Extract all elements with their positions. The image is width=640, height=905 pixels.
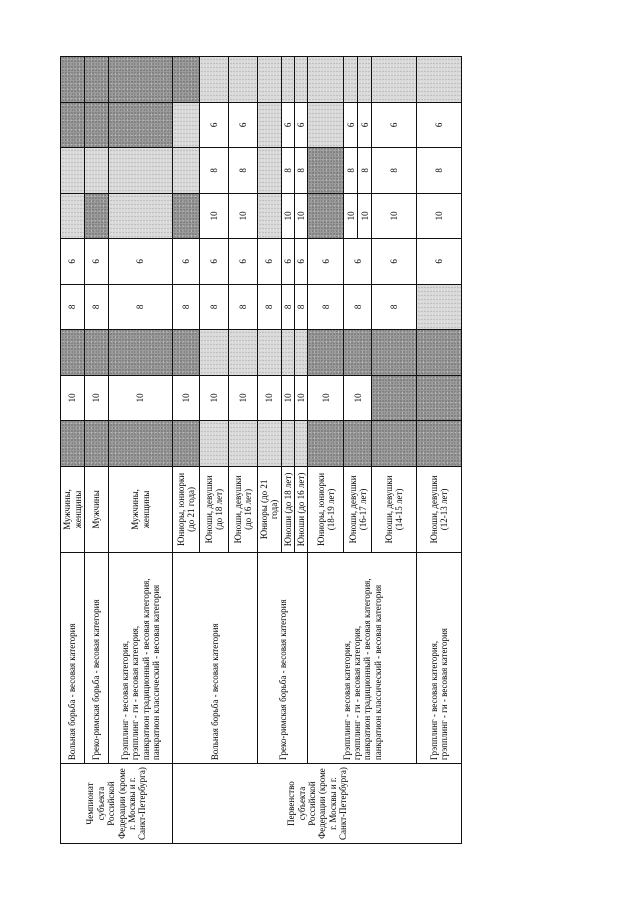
value-cell: 6 — [295, 102, 308, 148]
value-cell: 6 — [372, 102, 417, 148]
table-container — [60, 56, 450, 844]
value-cell: 10 — [200, 375, 229, 421]
shaded-cell — [344, 330, 372, 376]
shaded-cell — [173, 330, 200, 376]
competition-table — [60, 56, 462, 844]
shaded-cell — [308, 102, 344, 148]
age-cell: Мужчины, женщины — [109, 466, 173, 553]
table-row — [417, 57, 462, 844]
shaded-cell — [229, 330, 258, 376]
shaded-cell — [109, 148, 173, 194]
value-cell: 8 — [229, 148, 258, 194]
event-cell: Греко-римская борьба - весовая категория — [258, 553, 308, 764]
value-cell: 6 — [61, 239, 85, 285]
competition-cell: Первенство субъекта Российской Федерации (кроме г. Москвы и г. Санкт-Петербурга) — [173, 764, 462, 844]
shaded-cell — [85, 193, 109, 239]
shaded-cell — [358, 57, 372, 103]
shaded-cell — [258, 102, 282, 148]
age-cell: Мужчины, женщины — [61, 466, 85, 553]
shaded-cell — [417, 57, 462, 103]
shaded-cell — [61, 148, 85, 194]
value-cell: 10 — [109, 375, 173, 421]
shaded-cell — [295, 57, 308, 103]
age-cell: Юноши, девушки (12-13 лет) — [417, 466, 462, 553]
shaded-cell — [372, 421, 417, 467]
shaded-cell — [109, 193, 173, 239]
age-cell: Юниоры, юниорки (до 21 года) — [173, 466, 200, 553]
shaded-cell — [258, 421, 282, 467]
shaded-cell — [281, 57, 294, 103]
value-cell: 10 — [229, 193, 258, 239]
rotated-page-content — [60, 56, 450, 844]
shaded-cell — [344, 421, 372, 467]
shaded-cell — [258, 148, 282, 194]
shaded-cell — [308, 421, 344, 467]
value-cell: 6 — [358, 102, 372, 148]
shaded-cell — [85, 57, 109, 103]
value-cell: 6 — [417, 239, 462, 285]
table-row — [109, 57, 173, 844]
value-cell: 8 — [372, 148, 417, 194]
age-cell: Юноши, девушки (до 18 лет) — [200, 466, 229, 553]
value-cell: 8 — [417, 148, 462, 194]
value-cell: 6 — [344, 102, 358, 148]
event-cell — [308, 553, 417, 764]
shaded-cell — [258, 57, 282, 103]
value-cell: 6 — [200, 102, 229, 148]
value-cell: 6 — [258, 239, 282, 285]
event-cell — [109, 553, 173, 764]
value-cell: 10 — [344, 193, 358, 239]
value-cell: 8 — [258, 284, 282, 330]
value-cell: 6 — [295, 239, 308, 285]
event-line: Грэпплинг - весовая категория, — [341, 640, 352, 761]
shaded-cell — [258, 330, 282, 376]
value-cell: 8 — [344, 284, 372, 330]
value-cell: 10 — [281, 193, 294, 239]
value-cell: 6 — [229, 102, 258, 148]
table-row — [173, 57, 200, 844]
shaded-cell — [173, 193, 200, 239]
age-cell: Юноши, девушки (до 16 лет) — [229, 466, 258, 553]
shaded-cell — [61, 421, 85, 467]
value-cell: 6 — [281, 102, 294, 148]
value-cell: 6 — [85, 239, 109, 285]
shaded-cell — [61, 193, 85, 239]
event-cell — [417, 553, 462, 764]
shaded-cell — [281, 421, 294, 467]
shaded-cell — [173, 421, 200, 467]
value-cell: 8 — [372, 284, 417, 330]
value-cell: 8 — [200, 284, 229, 330]
shaded-cell — [61, 330, 85, 376]
shaded-cell — [417, 284, 462, 330]
value-cell: 10 — [308, 375, 344, 421]
event-line: панкратион традиционный - весовая категория, — [140, 578, 151, 761]
value-cell: 10 — [173, 375, 200, 421]
shaded-cell — [61, 102, 85, 148]
value-cell: 6 — [417, 102, 462, 148]
event-line: Грэпплинг - весовая категория, — [429, 640, 440, 761]
value-cell: 6 — [344, 239, 372, 285]
shaded-cell — [372, 375, 417, 421]
shaded-cell — [109, 330, 173, 376]
shaded-cell — [344, 57, 358, 103]
shaded-cell — [85, 421, 109, 467]
shaded-cell — [109, 102, 173, 148]
value-cell: 10 — [85, 375, 109, 421]
shaded-cell — [295, 330, 308, 376]
value-cell: 8 — [344, 148, 358, 194]
age-cell: Юниоры (до 21 года) — [258, 466, 282, 553]
value-cell: 8 — [358, 148, 372, 194]
event-line: грэпплинг - ги - весовая категория — [439, 628, 450, 761]
shaded-cell — [229, 421, 258, 467]
age-cell: Юноши, девушки (16-17 лет) — [344, 466, 372, 553]
event-line: Грэпплинг - весовая категория, — [119, 640, 130, 761]
event-cell: Греко-римская борьба - весовая категория — [85, 553, 109, 764]
shaded-cell — [372, 57, 417, 103]
value-cell: 6 — [308, 239, 344, 285]
shaded-cell — [417, 421, 462, 467]
shaded-cell — [85, 102, 109, 148]
value-cell: 10 — [358, 193, 372, 239]
age-cell: Юниоры, юниорки (18-19 лет) — [308, 466, 344, 553]
value-cell: 10 — [372, 193, 417, 239]
value-cell: 10 — [281, 375, 294, 421]
event-cell: Вольная борьба - весовая категория — [61, 553, 85, 764]
value-cell: 6 — [109, 239, 173, 285]
shaded-cell — [173, 102, 200, 148]
value-cell: 6 — [200, 239, 229, 285]
event-line: грэпплинг - ги - весовая категория, — [352, 625, 363, 761]
value-cell: 6 — [173, 239, 200, 285]
value-cell: 10 — [229, 375, 258, 421]
shaded-cell — [109, 421, 173, 467]
shaded-cell — [417, 375, 462, 421]
table-row — [308, 57, 344, 844]
age-cell: Мужчины — [85, 466, 109, 553]
value-cell: 8 — [281, 148, 294, 194]
shaded-cell — [308, 330, 344, 376]
shaded-cell — [200, 330, 229, 376]
shaded-cell — [308, 148, 344, 194]
event-line: панкратион классический - весовая категория — [150, 584, 161, 761]
age-cell: Юноши (до 16 лет) — [295, 466, 308, 553]
shaded-cell — [308, 57, 344, 103]
value-cell: 10 — [295, 375, 308, 421]
shaded-cell — [372, 330, 417, 376]
value-cell: 8 — [308, 284, 344, 330]
shaded-cell — [200, 421, 229, 467]
event-line: панкратион традиционный - весовая категория, — [362, 578, 373, 761]
age-cell: Юноши, девушки (14-15 лет) — [372, 466, 417, 553]
table-row — [85, 57, 109, 844]
shaded-cell — [109, 57, 173, 103]
value-cell: 10 — [200, 193, 229, 239]
value-cell: 10 — [344, 375, 372, 421]
value-cell: 8 — [200, 148, 229, 194]
event-cell: Вольная борьба - весовая категория — [173, 553, 258, 764]
value-cell: 8 — [295, 284, 308, 330]
value-cell: 6 — [372, 239, 417, 285]
value-cell: 8 — [109, 284, 173, 330]
table-row — [258, 57, 282, 844]
value-cell: 8 — [229, 284, 258, 330]
value-cell: 6 — [281, 239, 294, 285]
shaded-cell — [173, 148, 200, 194]
value-cell: 10 — [258, 375, 282, 421]
value-cell: 6 — [229, 239, 258, 285]
value-cell: 10 — [295, 193, 308, 239]
shaded-cell — [417, 330, 462, 376]
shaded-cell — [173, 57, 200, 103]
shaded-cell — [258, 193, 282, 239]
event-line: панкратион классический - весовая категория — [372, 584, 383, 761]
event-line: грэпплинг - ги - весовая категория, — [130, 625, 141, 761]
competition-cell: Чемпионат субъекта Российской Федерации (кроме г. Москвы и г. Санкт-Петербурга) — [61, 764, 173, 844]
table-row — [61, 57, 85, 844]
shaded-cell — [61, 57, 85, 103]
value-cell: 8 — [61, 284, 85, 330]
value-cell: 8 — [295, 148, 308, 194]
shaded-cell — [229, 57, 258, 103]
shaded-cell — [85, 148, 109, 194]
value-cell: 8 — [173, 284, 200, 330]
value-cell: 10 — [61, 375, 85, 421]
value-cell: 8 — [281, 284, 294, 330]
shaded-cell — [200, 57, 229, 103]
value-cell: 8 — [85, 284, 109, 330]
age-cell: Юноши (до 18 лет) — [281, 466, 294, 553]
shaded-cell — [85, 330, 109, 376]
value-cell: 10 — [417, 193, 462, 239]
shaded-cell — [308, 193, 344, 239]
shaded-cell — [295, 421, 308, 467]
shaded-cell — [281, 330, 294, 376]
